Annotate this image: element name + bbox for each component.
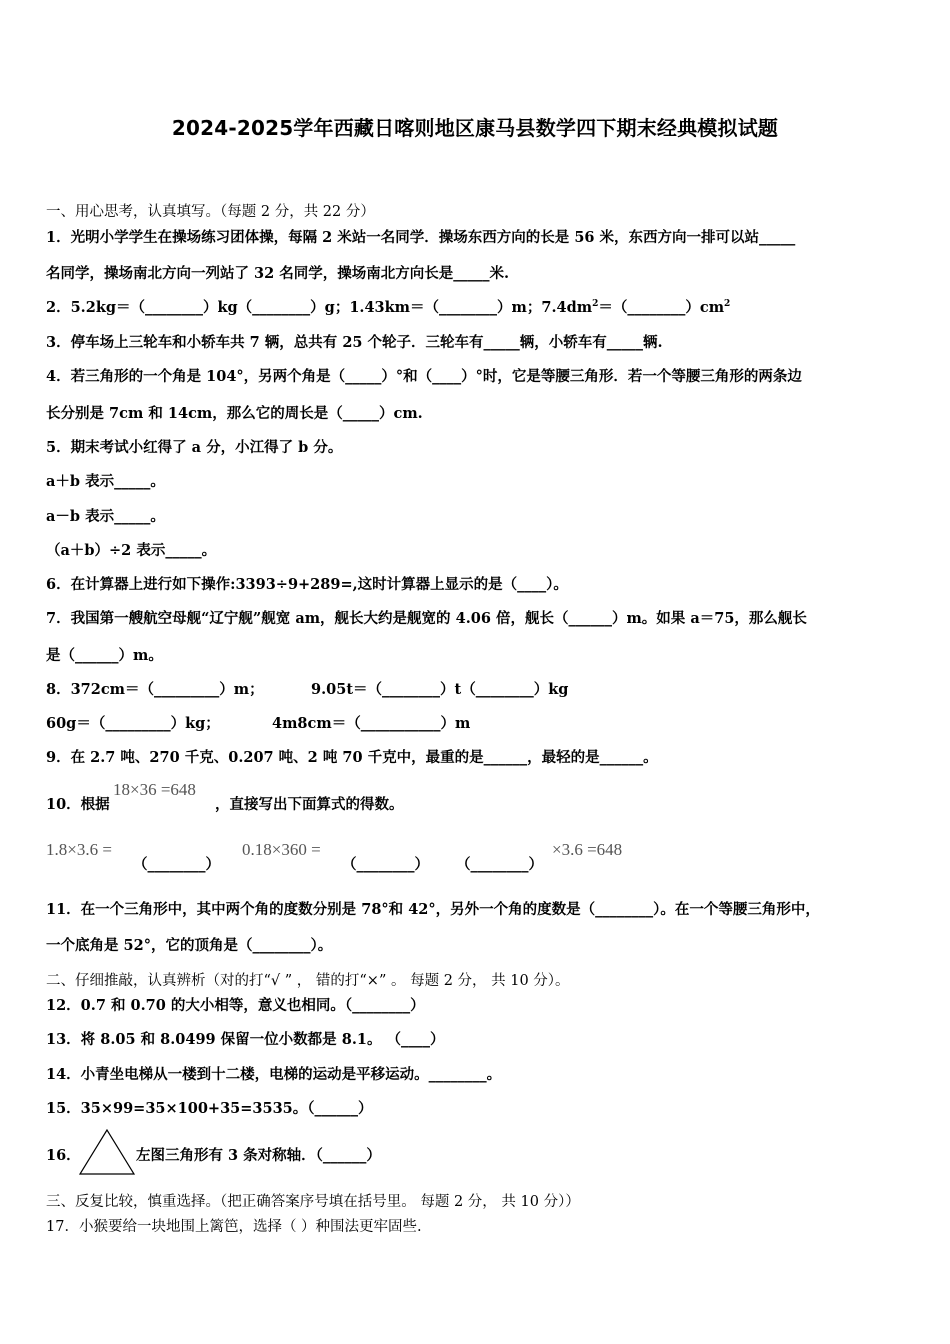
answer-blank-1: （________） xyxy=(133,856,220,873)
question-9: 9．在 2.7 吨、270 千克、0.207 吨、2 吨 70 千克中，最重的是______，最轻的是______。 xyxy=(46,749,658,766)
question-2-text-b: ＝（________）cm xyxy=(598,299,725,316)
question-3: 3．停车场上三轮车和小轿车共 7 辆，总共有 25 个轮子．三轮车有_____辆，小轿车有_____辆. xyxy=(46,334,663,351)
answer-blank-2: （________） xyxy=(342,856,429,873)
question-6: 6．在计算器上进行如下操作:3393÷9+289=,这时计算器上显示的是（____）。 xyxy=(46,576,568,593)
question-5-line-2: a＋b 表示_____。 xyxy=(46,473,165,490)
expression-1: 1.8×3.6 = xyxy=(46,840,112,859)
question-5-line-1: 5．期末考试小红得了 a 分，小江得了 b 分。 xyxy=(46,439,343,456)
question-7-line-1: 7．我国第一艘航空母舰“辽宁舰”舰宽 am，舰长大约是舰宽的 4.06 倍，舰长（______）m。如果 a＝75，那么舰长 xyxy=(46,610,807,627)
question-11-line-1: 11．在一个三角形中，其中两个角的度数分别是 78°和 42°，另外一个角的度数是（________）。在一个等腰三角形中， xyxy=(46,901,820,918)
question-7-line-2: 是（______）m。 xyxy=(46,647,163,664)
question-8-line-2a: 60g＝（_________）kg； xyxy=(46,715,220,732)
page-title: 2024-2025学年西藏日喀则地区康马县数学四下期末经典模拟试题 xyxy=(171,116,779,140)
expression-2: 0.18×360 = xyxy=(242,840,321,859)
section-1-heading: 一、用心思考，认真填写。（每题 2 分，共 22 分） xyxy=(46,204,375,220)
question-16-number: 16． xyxy=(46,1147,81,1164)
question-14: 14．小青坐电梯从一楼到十二楼，电梯的运动是平移运动。________。 xyxy=(46,1066,502,1083)
question-1-line-1: 1．光明小学学生在操场练习团体操，每隔 2 米站一名同学．操场东西方向的长是 56 米，东西方向一排可以站_____ xyxy=(46,229,796,246)
question-16-text: 左图三角形有 3 条对称轴．（______） xyxy=(136,1147,381,1164)
question-11-line-2: 一个底角是 52°，它的顶角是（________）。 xyxy=(46,937,333,954)
question-13: 13．将 8.05 和 8.0499 保留一位小数都是 8.1。 （____） xyxy=(46,1031,445,1048)
question-15: 15．35×99=35×100+35=3535。（______） xyxy=(46,1100,373,1117)
question-10-instruction: ，直接写出下面算式的得数。 xyxy=(215,796,404,813)
question-5-line-3: a－b 表示_____。 xyxy=(46,508,165,525)
question-5-line-4: （a＋b）÷2 表示_____。 xyxy=(46,542,217,559)
answer-blank-3: （________） xyxy=(456,856,543,873)
question-8-line-1b: 9.05t＝（________）t（________）kg xyxy=(311,681,569,698)
triangle-figure xyxy=(78,1128,136,1176)
section-3-heading: 三、反复比较，慎重选择。（把正确答案序号填在括号里。 每题 2 分， 共 10 分）） xyxy=(46,1194,580,1210)
question-4-line-2: 长分别是 7cm 和 14cm，那么它的周长是（_____）cm. xyxy=(46,405,423,422)
section-2-heading: 二、仔细推敲，认真辨析（对的打“√ ” ， 错的打“×” 。 每题 2 分， 共 10 分）。 xyxy=(46,973,570,989)
superscript-squared: 2 xyxy=(724,299,731,310)
question-10-formula: 18×36 =648 xyxy=(113,780,196,799)
question-17: 17．小猴要给一块地围上篱笆，选择（ ）种围法更牢固些. xyxy=(46,1219,422,1235)
question-1-line-2: 名同学，操场南北方向一列站了 32 名同学，操场南北方向长是_____米. xyxy=(46,265,510,282)
question-2-text-a: 2．5.2kg＝（________）kg（________）g；1.43km＝（________）m；7.4dm xyxy=(46,299,593,316)
question-4-line-1: 4．若三角形的一个角是 104°，另两个角是（_____）°和（____）°时，它是等腰三角形．若一个等腰三角形的两条边 xyxy=(46,368,802,385)
question-2 xyxy=(46,298,730,318)
superscript-squared: 2 xyxy=(592,299,599,310)
question-8-line-2b: 4m8cm＝（___________）m xyxy=(272,715,471,732)
question-12: 12．0.7 和 0.70 的大小相等，意义也相同。（________） xyxy=(46,997,425,1014)
expression-3: ×3.6 =648 xyxy=(552,840,623,859)
question-10-lead: 10．根据 xyxy=(46,796,110,813)
question-8-line-1a: 8．372cm＝（_________）m； xyxy=(46,681,264,698)
